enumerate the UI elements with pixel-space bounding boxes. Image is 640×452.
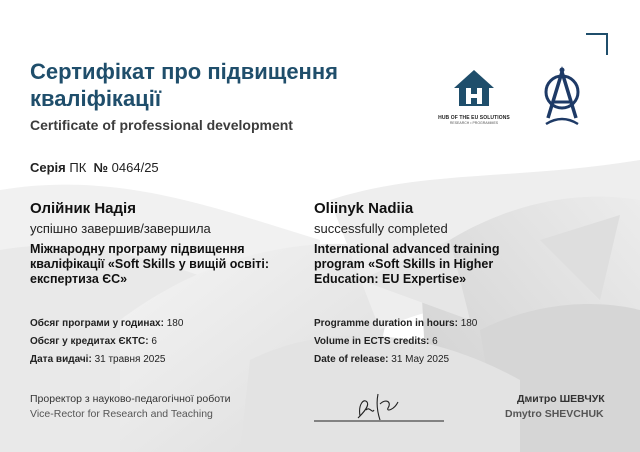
completed-en: successfully completed — [314, 221, 448, 236]
title-en: Certificate of professional development — [30, 117, 293, 133]
date-ua-label: Дата видачі: — [30, 354, 92, 365]
serial-number — [30, 160, 159, 175]
credits-en — [314, 336, 438, 347]
title-ua: Сертифікат про підвищення кваліфікації — [30, 59, 338, 111]
serial-no-label: № — [93, 160, 109, 175]
program-ua: Міжнародну програму підвищення кваліфікації «Soft Skills у вищій освіті: експертиза ЄС» — [30, 242, 270, 286]
hours-ua-value: 180 — [166, 318, 184, 329]
date-ua-value: 31 травня 2025 — [94, 354, 166, 365]
signer-position-en: Vice-Rector for Research and Teaching — [30, 408, 213, 420]
credits-en-value: 6 — [432, 336, 438, 347]
signer-name-ua-first: Дмитро — [517, 393, 557, 405]
hours-ua-label: Обсяг програми у годинах: — [30, 318, 164, 329]
recipient-name-en: Oliinyk Nadiia — [314, 200, 414, 217]
serial-series: ПК — [69, 160, 87, 175]
signer-name-ua-last: ШЕВЧУК — [559, 393, 605, 405]
completed-ua: успішно завершив/завершила — [30, 221, 211, 236]
corner-decoration — [586, 33, 608, 55]
hours-ua — [30, 318, 183, 329]
signer-name-en — [505, 408, 604, 420]
hours-en-value: 180 — [460, 318, 478, 329]
serial-value: 0464/25 — [111, 160, 159, 175]
university-emblem-icon — [538, 66, 586, 128]
serial-label: Серія — [30, 160, 66, 175]
hub-logo — [432, 68, 516, 125]
credits-ua-label: Обсяг у кредитах ЄКТС: — [30, 336, 149, 347]
credits-ua-value: 6 — [151, 336, 157, 347]
date-en-label: Date of release: — [314, 354, 389, 365]
signer-name-ua — [517, 393, 605, 405]
credits-en-label: Volume in ECTS credits: — [314, 336, 430, 347]
hub-subcaption: RESEARCH • PROGRAMMES — [449, 121, 499, 125]
house-icon — [452, 68, 496, 108]
signer-name-en-last: SHEVCHUK — [544, 408, 604, 420]
signer-position-ua: Проректор з науково-педагогічної роботи — [30, 393, 231, 405]
date-en — [314, 354, 449, 365]
hours-en — [314, 318, 477, 329]
date-ua — [30, 354, 165, 365]
hours-en-label: Programme duration in hours: — [314, 318, 458, 329]
signature-image — [314, 384, 444, 424]
signer-name-en-first: Dmytro — [505, 408, 542, 420]
recipient-name-ua: Олійник Надія — [30, 200, 136, 217]
hub-caption: HUB OF THE EU SOLUTIONS — [438, 115, 510, 121]
date-en-value: 31 May 2025 — [391, 354, 450, 365]
credits-ua — [30, 336, 157, 347]
program-en: International advanced training program «Soft Skills in Higher Education: EU Expertise» — [314, 242, 500, 286]
